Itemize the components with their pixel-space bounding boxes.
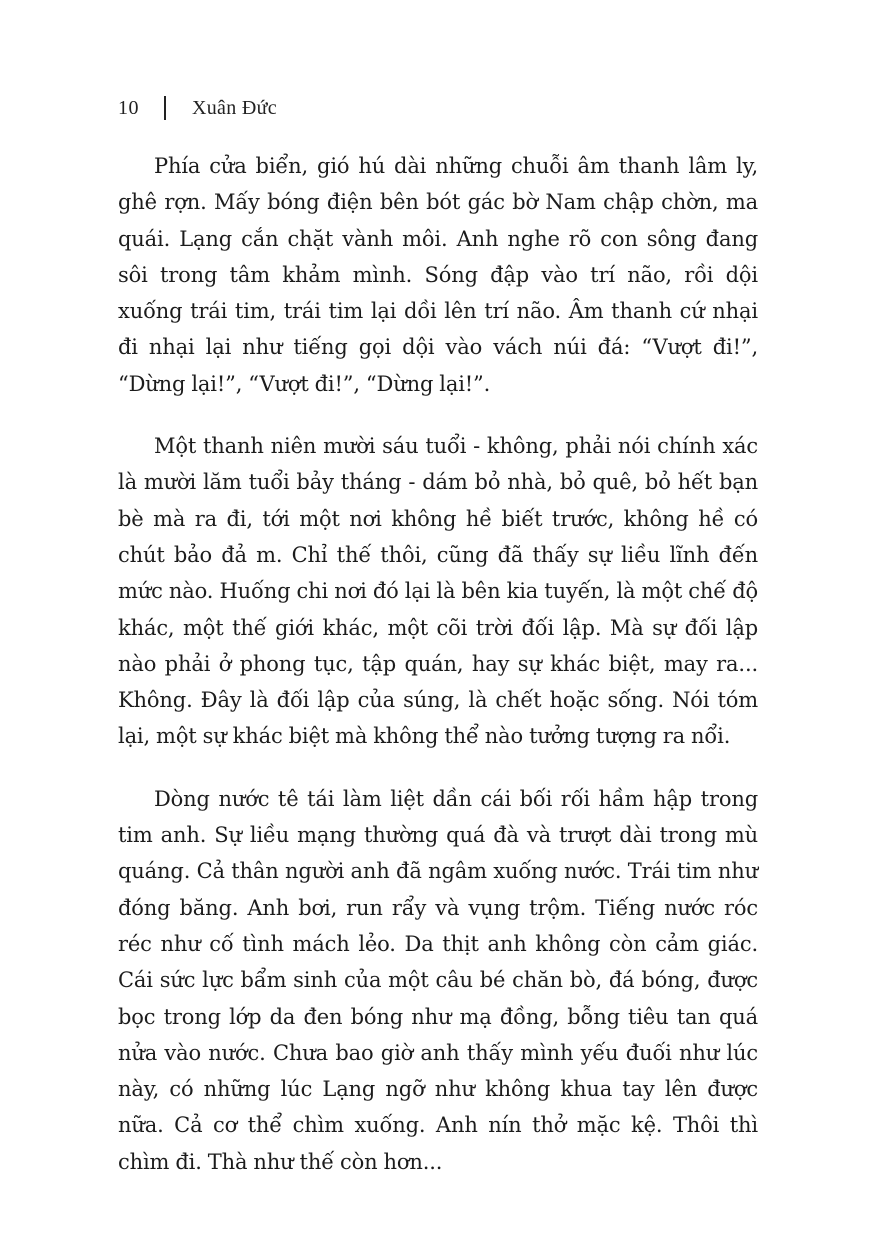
body-text xyxy=(118,148,758,1206)
page-number: 10 xyxy=(118,96,139,119)
running-header xyxy=(118,94,277,122)
paragraph-1: Phía cửa biển, gió hú dài những chuỗi âm thanh lâm ly, ghê rợn. Mấy bóng điện bên bót gác bờ Nam chập chờn, ma quái. Lạng cắn chặt vành môi. Anh nghe rõ con sông đang sôi trong tâm khảm mình. Sóng đập vào trí não, rồi dội xuống trái tim, trái tim lại dồi lên trí não. Âm thanh cứ nhại đi nhại lại như tiếng gọi dội vào vách núi đá: “Vượt đi!”, “Dừng lại!”, “Vượt đi!”, “Dừng lại!”. xyxy=(118,154,758,396)
paragraph-3: Dòng nước tê tái làm liệt dần cái bối rối hầm hập trong tim anh. Sự liều mạng thường quá đà và trượt dài trong mù quáng. Cả thân người anh đã ngâm xuống nước. Trái tim như đóng băng. Anh bơi, run rẩy và vụng trộm. Tiếng nước róc réc như cố tình mách lẻo. Da thịt anh không còn cảm giác. Cái sức lực bẩm sinh của một câu bé chăn bò, đá bóng, được bọc trong lớp da đen bóng như mạ đồng, bỗng tiêu tan quá nửa vào nước. Chưa bao giờ anh thấy mình yếu đuối như lúc này, có những lúc Lạng ngỡ như không khua tay lên được nữa. Cả cơ thể chìm xuống. Anh nín thở mặc kệ. Thôi thì chìm đi. Thà như thế còn hơn... xyxy=(118,786,758,1174)
author-name: Xuân Đức xyxy=(192,96,277,119)
paragraph-2: Một thanh niên mười sáu tuổi - không, phải nói chính xác là mười lăm tuổi bảy tháng - dám bỏ nhà, bỏ quê, bỏ hết bạn bè mà ra đi, tới một nơi không hề biết trước, không hề có chút bảo đả m. Chỉ thế thôi, cũng đã thấy sự liều lĩnh đến mức nào. Huống chi nơi đó lại là bên kia tuyến, là một chế độ khác, một thế giới khác, một cõi trời đối lập. Mà sự đối lập nào phải ở phong tục, tập quán, hay sự khác biệt, may ra... Không. Đây là đối lập của súng, là chết hoặc sống. Nói tóm lại, một sự khác biệt mà không thể nào tưởng tượng ra nổi. xyxy=(118,434,758,749)
header-separator xyxy=(164,96,166,120)
